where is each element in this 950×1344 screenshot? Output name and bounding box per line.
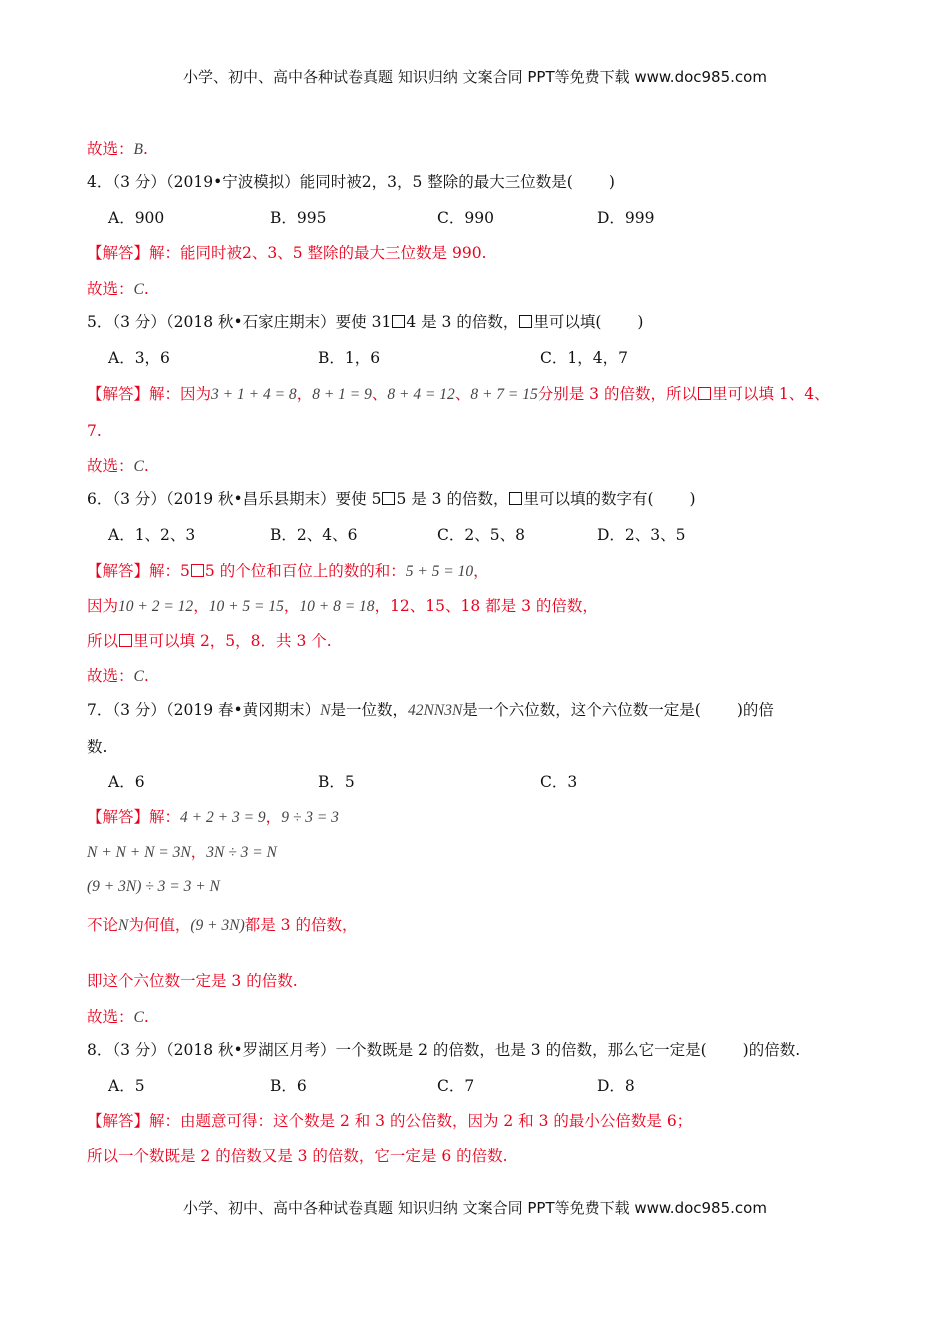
answer-tag: 【解答】	[87, 1112, 150, 1130]
q7-l4-post: 都是 3 的倍数，	[244, 916, 358, 934]
q6-stem-post2: 里可以填的数字有(	[523, 490, 654, 508]
select-label: 故选：	[87, 457, 134, 475]
close-paren: )	[689, 490, 696, 508]
q5-eq2: 8 + 1 = 9	[312, 386, 372, 403]
q7-stem-post: 是一个六位数，这个六位数一定是(	[462, 701, 701, 719]
q5-eq4: 8 + 7 = 15	[470, 386, 538, 403]
sep: ，	[190, 843, 207, 861]
period: .	[143, 1008, 149, 1026]
blank-box-icon	[119, 634, 132, 647]
q7-eq2: 9 ÷ 3 = 3	[281, 809, 339, 826]
q6-option-d: D．2、3、5	[597, 526, 686, 544]
q4-option-c: C．990	[437, 209, 494, 227]
sep: 、	[371, 385, 388, 403]
q7-num: 42NN3N	[408, 702, 463, 719]
q6-stem	[87, 488, 696, 510]
q7-answer-line4	[87, 914, 357, 937]
q7-answer-line5: 即这个六位数一定是 3 的倍数.	[87, 972, 298, 990]
period: .	[143, 457, 149, 475]
q6-l1-eq: 5 + 5 = 10	[405, 563, 474, 580]
q6-l1-mid: 5 的个位和百位上的数的和：	[204, 562, 406, 580]
period: .	[143, 280, 149, 298]
q6-option-b: B．2、4、6	[270, 526, 358, 544]
q5-answer-line2: 7.	[87, 422, 102, 440]
blank-box-icon	[519, 315, 532, 328]
q4-answer-text: 能同时被2、3、5 整除的最大三位数是 990.	[180, 244, 487, 262]
q6-l3-post: 里可以填 2，5，8．共 3 个.	[133, 632, 332, 650]
q4-answer	[87, 242, 486, 264]
q5-option-b: B．1，6	[318, 349, 381, 367]
choice-value: C	[133, 1009, 144, 1026]
q7-answer-line1	[87, 806, 339, 829]
q5-eq1: 3 + 1 + 4 = 8	[211, 386, 297, 403]
q6-stem-pre: 6．（3 分）（2019 秋•昌乐县期末）要使 5	[87, 490, 382, 508]
q7-eq3: N + N + N = 3N	[87, 844, 191, 861]
q6-l1-pre: 5	[180, 562, 190, 580]
q7-select	[87, 1006, 149, 1029]
q8-option-d: D．8	[597, 1077, 635, 1095]
q7-stem-pre: 7．（3 分）（2019 春•黄冈期末）	[87, 701, 321, 719]
select-label: 故选：	[87, 280, 134, 298]
q4-stem-text: 4．（3 分）（2019•宁波模拟）能同时被2，3，5 整除的最大三位数是(	[87, 173, 573, 191]
q4-option-d: D．999	[597, 209, 655, 227]
choice-value: C	[133, 458, 144, 475]
q7-stem-end: )的倍	[736, 701, 774, 719]
q7-l4-pre: 不论	[87, 916, 119, 934]
q4-select	[87, 278, 149, 301]
q7-n: N	[320, 702, 331, 719]
q6-l2-pre: 因为	[87, 597, 119, 615]
sep: 、	[454, 385, 471, 403]
q6-l2-eq1: 10 + 2 = 12	[118, 598, 194, 615]
close-paren: )	[608, 173, 615, 191]
sep: ，	[283, 597, 300, 615]
q6-select	[87, 665, 149, 688]
q5-a-post2: 里可以填 1、4、	[711, 385, 830, 403]
close-paren: )	[637, 313, 644, 331]
q7-l4-mid: 为何值，	[128, 916, 191, 934]
answer-tag: 【解答】	[87, 808, 150, 826]
answer-jie: 解：	[149, 808, 181, 826]
select-label: 故选：	[87, 140, 134, 158]
answer-tag: 【解答】	[87, 562, 150, 580]
q5-stem-post2: 里可以填(	[533, 313, 602, 331]
blank-box-icon	[698, 387, 711, 400]
q8-stem	[87, 1039, 800, 1061]
q5-a-post: 分别是 3 的倍数，所以	[537, 385, 697, 403]
answer-jie: 解：	[149, 244, 181, 262]
q7-stem	[87, 699, 774, 722]
q8-stem-end: )的倍数.	[742, 1041, 801, 1059]
q7-option-b: B．5	[318, 773, 355, 791]
q6-stem-post: 5 是 3 的倍数，	[396, 490, 509, 508]
q5-option-a: A．3，6	[108, 349, 170, 367]
answer-jie: 解：	[149, 385, 181, 403]
q8-option-c: C．7	[437, 1077, 475, 1095]
q7-answer-line2	[87, 841, 277, 864]
answer-tag: 【解答】	[87, 244, 150, 262]
q6-l2-post: ，12、15、18 都是 3 的倍数，	[374, 597, 598, 615]
period: .	[142, 140, 148, 158]
q8-answer-line1	[87, 1110, 692, 1132]
page-header: 小学、初中、高中各种试卷真题 知识归纳 文案合同 PPT等免费下载 www.doc985.com	[183, 68, 767, 86]
q7-eq1: 4 + 2 + 3 = 9	[180, 809, 266, 826]
q4-stem	[87, 171, 615, 193]
q6-l3-pre: 所以	[87, 632, 119, 650]
page-footer: 小学、初中、高中各种试卷真题 知识归纳 文案合同 PPT等免费下载 www.doc985.com	[183, 1199, 767, 1217]
q7-eq5: (9 + 3N) ÷ 3 = 3 + N	[87, 878, 220, 895]
q7-stem-line2: 数.	[87, 738, 108, 756]
blank-box-icon	[382, 492, 395, 505]
q7-stem-mid: 是一位数，	[330, 701, 409, 719]
answer-jie: 解：	[149, 562, 181, 580]
q8-option-b: B．6	[270, 1077, 307, 1095]
sep: ，	[265, 808, 282, 826]
blank-box-icon	[392, 315, 405, 328]
q6-answer-line2	[87, 595, 598, 618]
sep: ，	[296, 385, 313, 403]
sep: ，	[473, 562, 489, 580]
q6-option-a: A．1、2、3	[108, 526, 196, 544]
q5-answer-line1	[87, 383, 830, 406]
q5-select	[87, 455, 149, 478]
answer-jie: 解：	[149, 1112, 181, 1130]
sep: ，	[193, 597, 209, 615]
q7-answer-line3	[87, 875, 220, 898]
q7-option-a: A．6	[108, 773, 145, 791]
blank-box-icon	[191, 564, 204, 577]
choice-value: B	[133, 141, 143, 158]
period: .	[143, 667, 149, 685]
q8-stem-text: 8．（3 分）（2018 秋•罗湖区月考）一个数既是 2 的倍数，也是 3 的倍数，那么它一定是(	[87, 1041, 707, 1059]
q8-a1: 由题意可得：这个数是 2 和 3 的公倍数，因为 2 和 3 的最小公倍数是 6；	[180, 1112, 693, 1130]
q5-stem-post: 4 是 3 的倍数，	[406, 313, 519, 331]
q5-a-pre: 因为	[180, 385, 212, 403]
choice-value: C	[133, 668, 144, 685]
q6-l2-eq3: 10 + 8 = 18	[299, 598, 375, 615]
q4-option-b: B．995	[270, 209, 327, 227]
blank-box-icon	[509, 492, 522, 505]
choice-value: C	[133, 281, 144, 298]
q6-l2-eq2: 10 + 5 = 15	[208, 598, 284, 615]
q4-option-a: A．900	[108, 209, 165, 227]
q5-eq3: 8 + 4 = 12	[387, 386, 455, 403]
prev-select-line	[87, 138, 148, 161]
q7-n: N	[118, 917, 129, 934]
q5-stem	[87, 311, 643, 333]
q6-answer-line1	[87, 560, 489, 583]
q7-eq4: 3N ÷ 3 = N	[206, 844, 277, 861]
q8-option-a: A．5	[108, 1077, 145, 1095]
q8-answer-line2: 所以一个数既是 2 的倍数又是 3 的倍数，它一定是 6 的倍数.	[87, 1147, 508, 1165]
q7-option-c: C．3	[540, 773, 578, 791]
select-label: 故选：	[87, 667, 134, 685]
q6-answer-line3	[87, 630, 332, 652]
q6-option-c: C．2、5、8	[437, 526, 525, 544]
select-label: 故选：	[87, 1008, 134, 1026]
answer-tag: 【解答】	[87, 385, 150, 403]
q7-l4-expr: (9 + 3N)	[190, 917, 245, 934]
q5-option-c: C．1，4，7	[540, 349, 628, 367]
q5-stem-pre: 5．（3 分）（2018 秋•石家庄期末）要使 31	[87, 313, 392, 331]
